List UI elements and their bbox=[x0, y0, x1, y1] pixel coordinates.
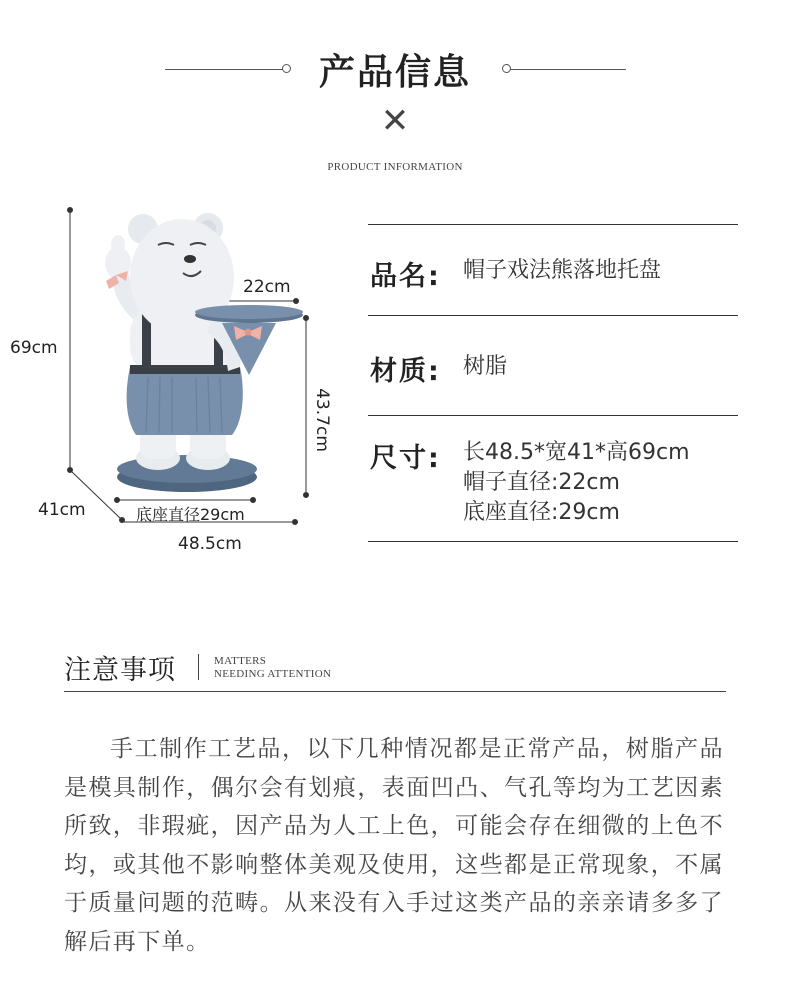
spec-size-label: 尺寸: bbox=[370, 443, 441, 474]
notes-body: 手工制作工艺品，以下几种情况都是正常产品，树脂产品是模具制作，偶尔会有划痕，表面凹凸、气孔等均为工艺因素所致，非瑕疵，因产品为人工上色，可能会存在细微的上色不均，或其他不影响整体美观及使用，这些都是正常现象，不属于质量问题的范畴。从来没有入手过这类产品的亲亲请多多了解后再下单。 bbox=[64, 736, 724, 955]
spec-material-label: 材质: bbox=[370, 356, 441, 387]
dim-base-label: 底座直径29cm bbox=[136, 505, 245, 524]
spec-size-value bbox=[463, 438, 690, 528]
notes-divider bbox=[198, 654, 199, 680]
dim-tray-height-label: 43.7cm bbox=[311, 388, 332, 452]
page-subtitle: PRODUCT INFORMATION bbox=[327, 161, 463, 173]
header-line-right bbox=[510, 69, 626, 70]
spec-rule bbox=[368, 541, 738, 542]
spec-size-line: 底座直径:29cm bbox=[463, 500, 620, 525]
notes-en-line2: NEEDING ATTENTION bbox=[214, 668, 332, 680]
spec-size-line: 长48.5*宽41*高69cm bbox=[463, 440, 690, 465]
dim-depth-label: 41cm bbox=[38, 500, 86, 520]
notes-en-line1: MATTERS bbox=[214, 655, 267, 667]
notes-title: 注意事项 bbox=[64, 655, 176, 686]
spec-rule bbox=[368, 315, 738, 316]
spec-rule bbox=[368, 224, 738, 225]
page-title: 产品信息 bbox=[318, 52, 471, 93]
spec-rule bbox=[368, 415, 738, 416]
spec-name-label: 品名: bbox=[370, 261, 441, 292]
dim-height-label: 69cm bbox=[10, 338, 58, 358]
spec-name-value: 帽子戏法熊落地托盘 bbox=[463, 258, 662, 283]
spec-size-line: 帽子直径:22cm bbox=[463, 470, 620, 495]
dim-width-label: 48.5cm bbox=[178, 534, 242, 554]
dim-tray-label: 22cm bbox=[243, 277, 291, 297]
spec-material-value: 树脂 bbox=[463, 354, 508, 379]
cross-icon: ✕ bbox=[380, 101, 410, 141]
notes-rule bbox=[64, 691, 726, 692]
